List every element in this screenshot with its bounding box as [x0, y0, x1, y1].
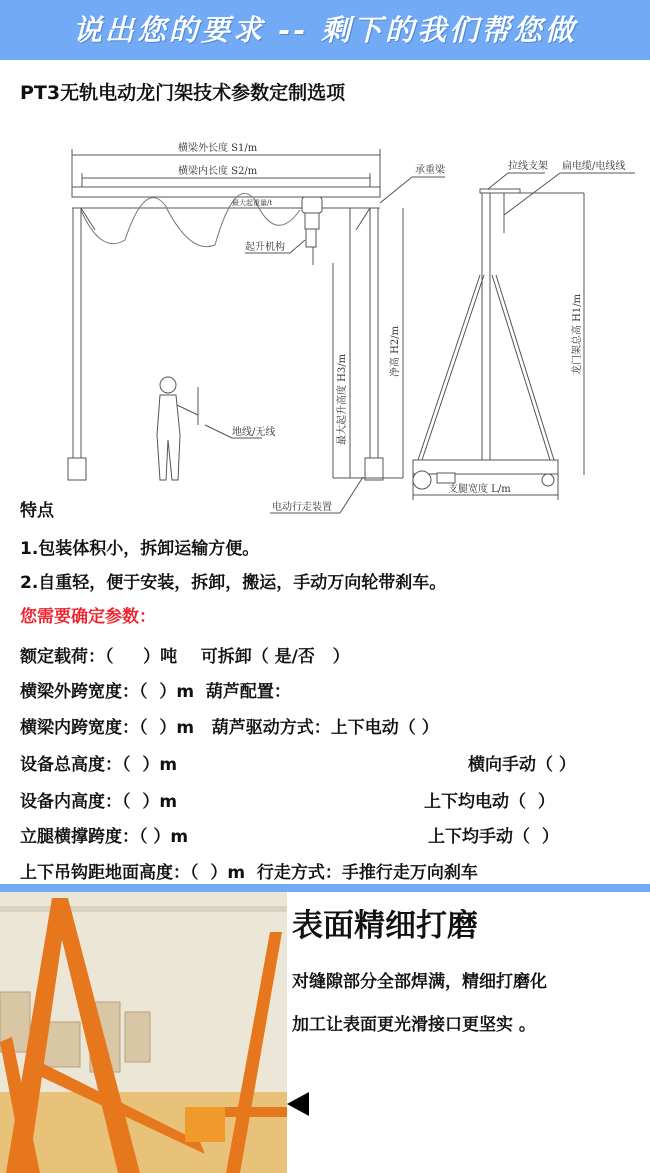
param-row-leg-brace-span: 立腿横撑跨度：（ ）m: [20, 827, 189, 847]
label-flat-cable: 扁电缆/电线线: [562, 161, 626, 172]
label-cable-bracket: 拉线支架: [508, 161, 548, 172]
section-body-line: 加工让表面更光滑接口更坚实 。: [292, 1015, 536, 1035]
gantry-technical-diagram: [0, 115, 650, 535]
section-title: 表面精细打磨: [292, 908, 478, 944]
left-pointer-icon: [287, 1092, 309, 1116]
feature-item: 2.自重轻，便于安装，拆卸，搬运，手动万向轮带刹车。: [20, 573, 447, 593]
label-clear-height: 净高 H2/m: [390, 325, 401, 377]
section-body-line: 对缝隙部分全部焊满，精细打磨化: [292, 972, 547, 992]
section-divider: [0, 884, 650, 892]
page-title: PT3无轨电动龙门架技术参数定制选项: [20, 82, 346, 104]
label-travel-device: 电动行走装置: [272, 502, 332, 513]
label-outer-length: 横梁外长度 S1/m: [178, 143, 258, 154]
features-heading: 特点: [20, 501, 54, 521]
label-total-height: 龙门架总高 H1/m: [572, 293, 583, 375]
param-row-total-height: 设备总高度：（ ）m: [20, 755, 178, 775]
param-option-all-manual: 上下均手动（ ）: [428, 827, 559, 847]
param-row-inner-height: 设备内高度：（ ）m: [20, 792, 178, 812]
label-max-lift-height: 最大起升高度 H3/m: [337, 353, 348, 445]
param-row-hook-height: 上下吊钩距地面高度：（ ）m 行走方式：手推行走万向刹车: [20, 863, 478, 883]
label-hoist: 起升机构: [245, 242, 285, 253]
param-row-inner-span: 横梁内跨宽度：（ ）m 葫芦驱动方式：上下电动（ ）: [20, 718, 439, 738]
banner-slogan: 说出您的要求 -- 剩下的我们帮您做: [72, 13, 578, 47]
label-support-width: 支腿宽度 L/m: [448, 484, 511, 495]
label-bearing-beam: 承重梁: [415, 165, 445, 176]
param-option-lateral-manual: 横向手动（ ）: [468, 755, 576, 775]
product-photo: [0, 892, 287, 1173]
param-option-all-electric: 上下均电动（ ）: [424, 792, 555, 812]
banner: [0, 0, 650, 60]
param-row-rated-load: 额定载荷：（ ）吨 可拆卸（ 是/否 ）: [20, 647, 350, 667]
label-remote: 地线/无线: [232, 427, 276, 438]
label-inner-length: 横梁内长度 S2/m: [178, 166, 258, 177]
label-max-load: 最大起重量/t: [232, 199, 273, 207]
feature-item: 1.包装体积小，拆卸运输方便。: [20, 539, 260, 559]
param-row-outer-span: 横梁外跨宽度：（ ）m 葫芦配置：: [20, 682, 291, 702]
params-heading: 您需要确定参数：: [20, 607, 156, 627]
